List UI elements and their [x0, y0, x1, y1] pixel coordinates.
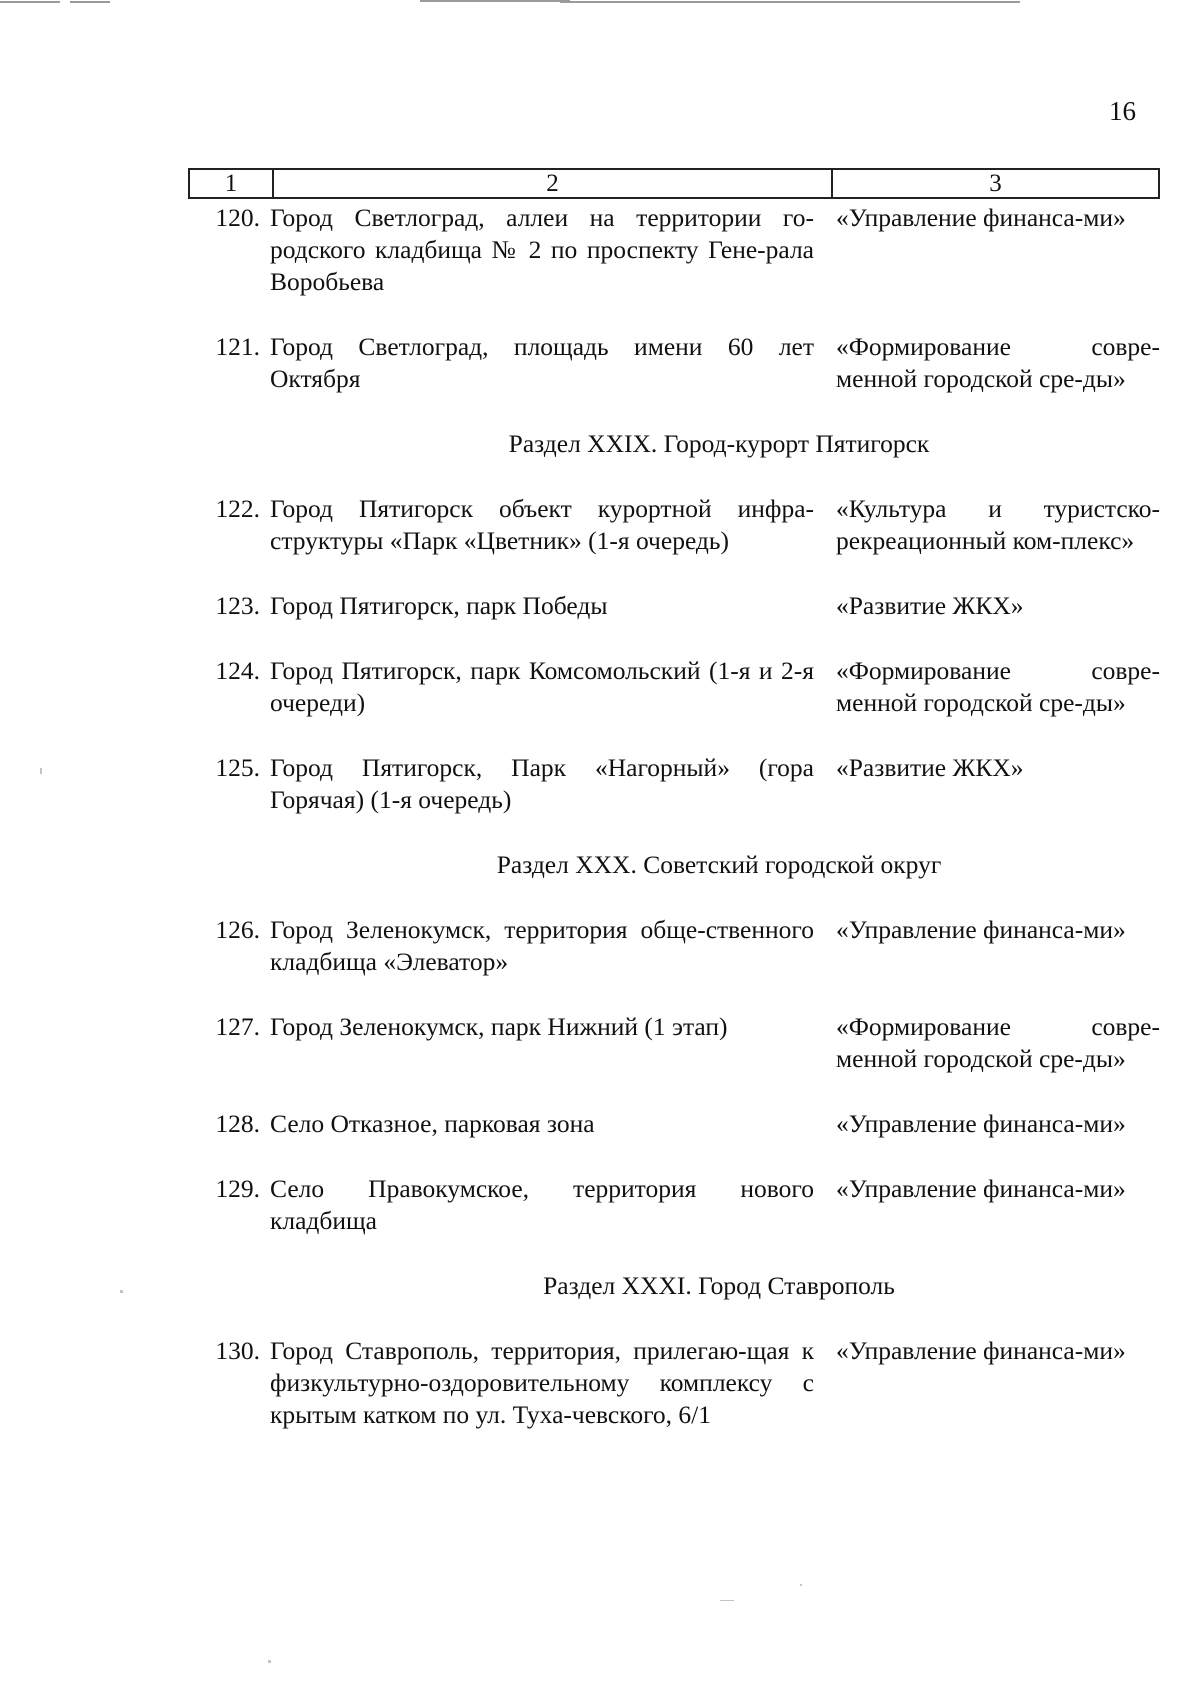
row-number: 130. [215, 1336, 260, 1365]
row-number: 129. [215, 1174, 260, 1203]
row-number: 125. [215, 753, 260, 782]
program-name: «Управление финанса-ми» [836, 915, 1126, 944]
program-name: «Управление финанса-ми» [836, 1109, 1126, 1138]
program-name: «Развитие ЖКХ» [836, 753, 1024, 782]
object-description: Город Светлоград, площадь имени 60 лет Октября [270, 332, 814, 393]
row-number: 122. [215, 494, 260, 523]
program-name: «Управление финанса-ми» [836, 203, 1126, 232]
object-description: Город Зеленокумск, парк Нижний (1 этап) [270, 1012, 728, 1041]
row-number: 123. [215, 591, 260, 620]
column-header-3: 3 [989, 170, 1002, 197]
program-name: «Развитие ЖКХ» [836, 591, 1024, 620]
table-row [188, 1011, 1160, 1075]
object-description: Город Светлоград, аллеи на территории го-родского кладбища № 2 по проспекту Гене-рала Воробьева [270, 203, 814, 296]
column-header-2: 2 [274, 170, 833, 197]
section-heading: Раздел XXIX. Город-курорт Пятигорск [508, 429, 930, 458]
object-description: Город Ставрополь, территория, прилегаю-щая к физкультурно-оздоровительному комплексу с крытым катком по ул. Туха-чевского, 6/1 [270, 1336, 814, 1429]
row-number: 120. [215, 203, 260, 232]
object-description: Город Пятигорск, парк Комсомольский (1-я и 2-я очереди) [270, 656, 814, 717]
program-name: «Формирование совре-менной городской сре-ды» [836, 332, 1160, 393]
table-row [188, 202, 1160, 298]
program-name: «Формирование совре-менной городской сре-ды» [836, 656, 1160, 717]
table-row [188, 1335, 1160, 1431]
section-heading: Раздел XXXI. Город Ставрополь [543, 1271, 895, 1300]
row-number: 128. [215, 1109, 260, 1138]
object-description: Город Пятигорск, Парк «Нагорный» (гора Горячая) (1-я очередь) [270, 753, 814, 814]
object-description: Город Пятигорск объект курортной инфра-структуры «Парк «Цветник» (1-я очередь) [270, 494, 814, 555]
table-body [188, 202, 1160, 1464]
program-name: «Формирование совре-менной городской сре-ды» [836, 1012, 1160, 1073]
table-row [188, 1173, 1160, 1237]
page-number: 16 [1109, 96, 1136, 126]
object-description: Село Правокумское, территория нового кладбища [270, 1174, 814, 1235]
table-row [188, 493, 1160, 557]
table-row [188, 914, 1160, 978]
row-number: 126. [215, 915, 260, 944]
object-description: Город Зеленокумск, территория обще-ственного кладбища «Элеватор» [270, 915, 814, 976]
section-heading: Раздел XXX. Советский городской округ [496, 850, 942, 879]
row-number: 124. [215, 656, 260, 685]
table-row [188, 331, 1160, 395]
row-number: 127. [215, 1012, 260, 1041]
program-name: «Управление финанса-ми» [836, 1336, 1126, 1365]
object-description: Город Пятигорск, парк Победы [270, 591, 608, 620]
program-name: «Управление финанса-ми» [836, 1174, 1126, 1203]
table-row [188, 1108, 1160, 1140]
object-description: Село Отказное, парковая зона [270, 1109, 595, 1138]
row-number: 121. [215, 332, 260, 361]
table-row [188, 590, 1160, 622]
program-name: «Культура и туристско-рекреационный ком-плекс» [836, 494, 1160, 555]
table-row [188, 655, 1160, 719]
column-header-1: 1 [190, 170, 274, 197]
table-header [188, 168, 1160, 199]
scan-edge-marks [0, 0, 1200, 6]
table-row [188, 752, 1160, 816]
